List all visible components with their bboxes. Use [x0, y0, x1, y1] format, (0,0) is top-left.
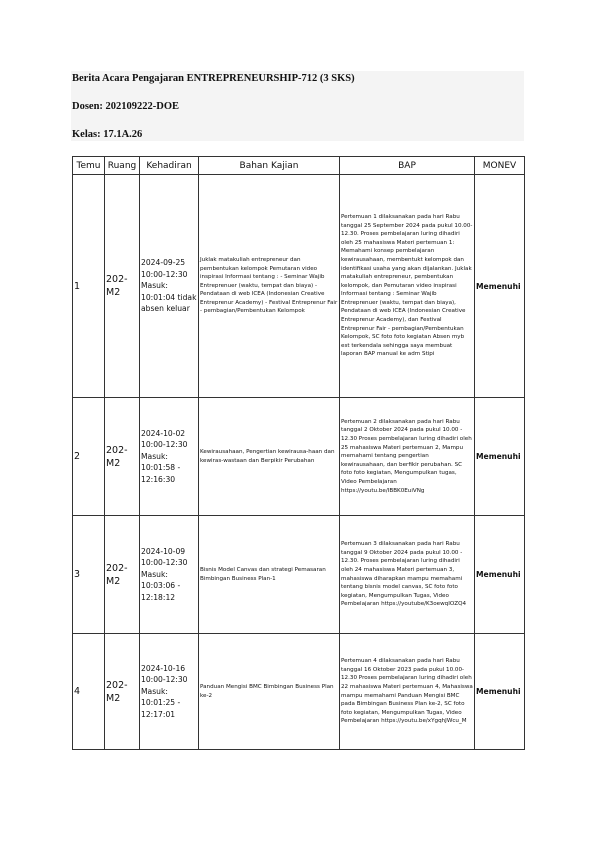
col-header-temu: Temu	[73, 157, 105, 175]
class-line: Kelas: 17.1A.26	[72, 129, 143, 140]
col-header-bahan-kajian: Bahan Kajian	[199, 157, 340, 175]
cell-bap: Pertemuan 4 dilaksanakan pada hari Rabu tanggal 16 Oktober 2023 pada pukul 10.00-12.30 Proses pembelajaran luring dihadiri oleh 22 mahasiswa Materi pertemuan 4, Mahasiswa mampu memahami Panduan Mengisi BMC pada Bimbingan Business Plan ke-2, SC foto foto kegiatan, Mengumpulkan Tugas, Video Pembelajaran https://youtu.be/xYgqhJWcu_M	[340, 634, 475, 750]
cell-bahan-kajian: Juklak matakuliah entrepreneur dan pembentukan kelompok Pemutaran video inspirasi Informasi tentang : - Seminar Wajib Entreprenuer (waktu, tempat dan biaya) - Pendataan di web ICEA (Indonesian Creative Entreprenur Academy) - Festival Entreprenur Fair - pembagian/Pembentukan Kelompok	[199, 175, 340, 398]
cell-monev: Memenuhi	[475, 398, 525, 516]
cell-bahan-kajian: Panduan Mengisi BMC Bimbingan Business Plan ke-2	[199, 634, 340, 750]
cell-ruang: 202-M2	[105, 634, 140, 750]
lecturer-line: Dosen: 202109222-DOE	[72, 101, 180, 112]
cell-temu: 4	[73, 634, 105, 750]
table-row	[73, 516, 525, 634]
cell-temu: 2	[73, 398, 105, 516]
cell-bahan-kajian: Bisnis Model Canvas dan strategi Pemasaran Bimbingan Business Plan-1	[199, 516, 340, 634]
cell-ruang: 202-M2	[105, 175, 140, 398]
cell-kehadiran: 2024-10-09 10:00-12:30 Masuk: 10:03:06 - 12:18:12	[140, 516, 199, 634]
cell-monev: Memenuhi	[475, 516, 525, 634]
document-title: Berita Acara Pengajaran ENTREPRENEURSHIP-712 (3 SKS)	[72, 73, 355, 84]
cell-monev: Memenuhi	[475, 175, 525, 398]
table-row	[73, 175, 525, 398]
col-header-ruang: Ruang	[105, 157, 140, 175]
teaching-record-table	[72, 156, 525, 750]
cell-temu: 1	[73, 175, 105, 398]
cell-bahan-kajian: Kewirausahaan, Pengertian kewirausa-haan dan kewiras-wastaan dan Berpikir Perubahan	[199, 398, 340, 516]
cell-ruang: 202-M2	[105, 516, 140, 634]
cell-kehadiran: 2024-10-02 10:00-12:30 Masuk: 10:01:58 - 12:16:30	[140, 398, 199, 516]
table-row	[73, 398, 525, 516]
col-header-bap: BAP	[340, 157, 475, 175]
col-header-monev: MONEV	[475, 157, 525, 175]
cell-bap: Pertemuan 2 dilaksanakan pada hari Rabu tanggal 2 Oktober 2024 pada pukul 10.00 - 12.30 Proses pembelajaran luring dihadiri oleh 25 mahasiswa Materi pertemuan 2, Mampu memahami tentang pengertian kewirausahaan, dan berfikir perubahan. SC foto foto kegiatan, Mengumpulkan tugas, Video Pembelajaran https://youtu.be/IBBK0EuiVNg	[340, 398, 475, 516]
cell-temu: 3	[73, 516, 105, 634]
cell-ruang: 202-M2	[105, 398, 140, 516]
cell-monev: Memenuhi	[475, 634, 525, 750]
cell-bap: Pertemuan 3 dilaksanakan pada hari Rabu tanggal 9 Oktober 2024 pada pukul 10.00 - 12.30. Proses pembelajaran luring dihadiri oleh 24 mahasiswa Materi pertemuan 3, mahasiswa diharapkan mampu memahami tentang bisnis model canvas, SC foto foto kegiatan, Mengumpulkan Tugas, Video Pembelajaran https://youtube/K3oewqIOZQ4	[340, 516, 475, 634]
col-header-kehadiran: Kehadiran	[140, 157, 199, 175]
table-header-row	[73, 157, 525, 175]
cell-kehadiran: 2024-09-25 10:00-12:30 Masuk: 10:01:04 tidak absen keluar	[140, 175, 199, 398]
cell-kehadiran: 2024-10-16 10:00-12:30 Masuk: 10:01:25 - 12:17:01	[140, 634, 199, 750]
cell-bap: Pertemuan 1 dilaksanakan pada hari Rabu tanggal 25 September 2024 pada pukul 10.00-12.30. Proses pembelajaran luring dihadiri oleh 25 mahasiswa Materi pertemuan 1: Memahami konsep pembelajaran kewirausahaan, membentukt kelompok dan identifikasi usaha yang akan dijalankan. Juklak matakuliah entrepreneur, pembentukan kelompok, dan Pemutaran video inspirasi Informasi tentang : Seminar Wajib Entreprenuer (waktu, tempat dan biaya), Pendataan di web ICEA (Indonesian Creative Entreprenur Academy), dan Festival Entreprenur Fair - pembagian/Pembentukan Kelompok, SC foto foto kegiatan Absen myb est terkendala sehingga saya membuat laporan BAP manual ke adm Stipi	[340, 175, 475, 398]
table-row	[73, 634, 525, 750]
